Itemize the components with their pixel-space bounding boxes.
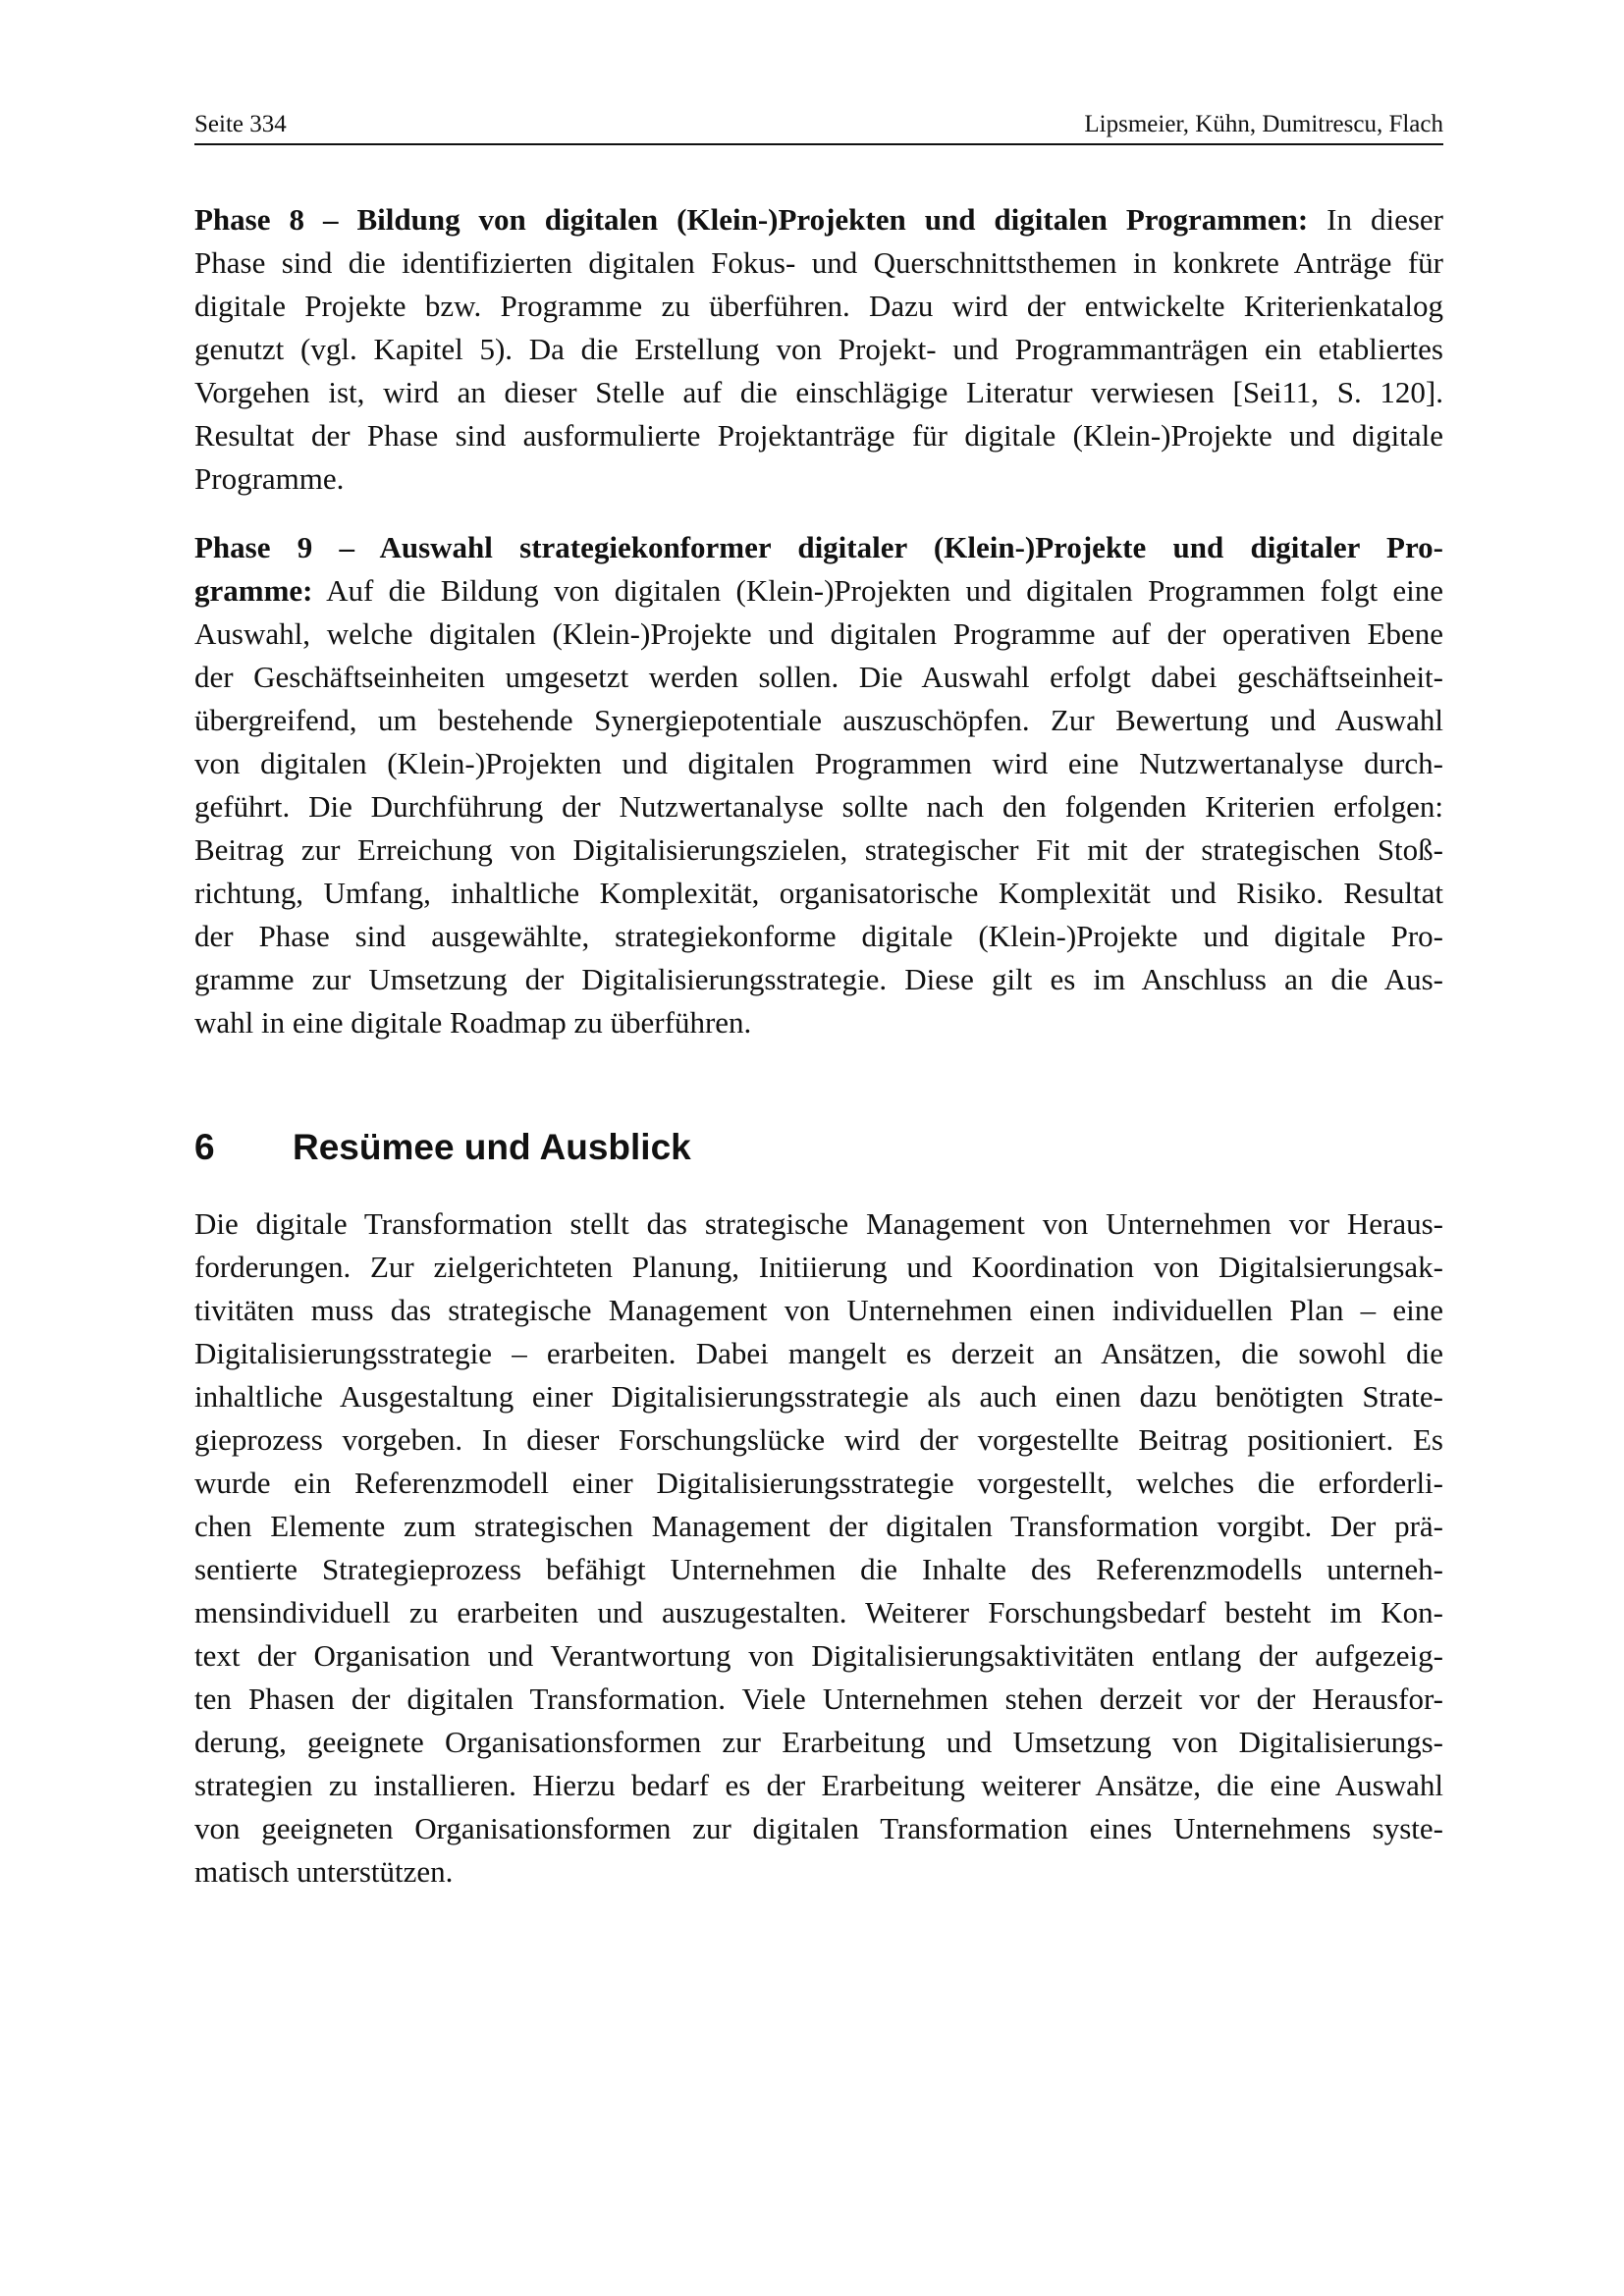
paragraph-line: tivitäten muss das strategische Management von Unternehmen einen individuellen Plan – eine [194,1293,1443,1327]
paragraph-line: Beitrag zur Erreichung von Digitalisierungszielen, strategischer Fit mit der strategischen Stoß- [194,832,1443,867]
paragraph-phase-9 [194,526,1443,1044]
paragraph-line: digitale Projekte bzw. Programme zu überführen. Dazu wird der entwickelte Kriterienkatalog [194,289,1443,323]
paragraph-line: von digitalen (Klein-)Projekten und digitalen Programmen wird eine Nutzwertanalyse durch- [194,746,1443,780]
page-number: Seite 334 [194,111,287,137]
paragraph-line: wurde ein Referenzmodell einer Digitalisierungsstrategie vorgestellt, welches die erforderli- [194,1466,1443,1500]
paragraph-line: der Geschäftseinheiten umgesetzt werden sollen. Die Auswahl erfolgt dabei geschäftseinheit- [194,660,1443,694]
paragraph-line: richtung, Umfang, inhaltliche Komplexität, organisatorische Komplexität und Risiko. Resultat [194,876,1443,910]
paragraph-line: forderungen. Zur zielgerichteten Planung, Initiierung und Koordination von Digitalsierungsak- [194,1250,1443,1284]
section-heading [194,1125,691,1170]
section-number: 6 [194,1127,215,1167]
paragraph-line: mensindividuell zu erarbeiten und auszugestalten. Weiterer Forschungsbedarf besteht im Kon- [194,1595,1443,1629]
paragraph-line: sentierte Strategieprozess befähigt Unternehmen die Inhalte des Referenzmodells unterneh- [194,1552,1443,1586]
paragraph-line: genutzt (vgl. Kapitel 5). Da die Erstellung von Projekt- und Programmanträgen ein etabliertes [194,332,1443,366]
paragraph-line: Resultat der Phase sind ausformulierte Projektanträge für digitale (Klein-)Projekte und digitale [194,418,1443,453]
paragraph-line: derung, geeignete Organisationsformen zur Erarbeitung und Umsetzung von Digitalisierungs- [194,1725,1443,1759]
paragraph-line: Vorgehen ist, wird an dieser Stelle auf die einschlägige Literatur verwiesen [Sei11, S. 120]. [194,375,1443,409]
paragraph-line: Phase 8 – Bildung von digitalen (Klein-)Projekten und digitalen Programmen: In dieser [194,202,1443,237]
paragraph-line: Die digitale Transformation stellt das strategische Management von Unternehmen vor Heraus- [194,1206,1443,1241]
paragraph-line: wahl in eine digitale Roadmap zu überführen. [194,1005,752,1040]
paragraph-line: strategien zu installieren. Hierzu bedarf es der Erarbeitung weiterer Ansätze, die eine Auswahl [194,1768,1443,1802]
section-title: Resümee und Ausblick [293,1127,691,1167]
paragraph-line: geführt. Die Durchführung der Nutzwertanalyse sollte nach den folgenden Kriterien erfolgen: [194,789,1443,824]
author-list: Lipsmeier, Kühn, Dumitrescu, Flach [1084,111,1443,137]
paragraph-line: chen Elemente zum strategischen Management der digitalen Transformation vorgibt. Der prä- [194,1509,1443,1543]
phase-8-title: Phase 8 – Bildung von digitalen (Klein-)Projekten und digitalen Programmen: [194,202,1309,237]
paragraph-line: gramme: Auf die Bildung von digitalen (Klein-)Projekten und digitalen Programmen folgt eine [194,573,1443,608]
paragraph-line: von geeigneten Organisationsformen zur digitalen Transformation eines Unternehmens syste- [194,1811,1443,1845]
paragraph-phase-8 [194,198,1443,501]
paragraph-summary [194,1202,1443,1894]
phase-9-title: Phase 9 – Auswahl strategiekonformer digitaler (Klein-)Projekte und digitaler Pro- [194,530,1443,564]
paragraph-line: inhaltliche Ausgestaltung einer Digitalisierungsstrategie als auch einen dazu benötigten Strate- [194,1379,1443,1414]
paragraph-line: Phase sind die identifizierten digitalen Fokus- und Querschnittsthemen in konkrete Anträge für [194,245,1443,280]
paragraph-line: Auswahl, welche digitalen (Klein-)Projekte und digitalen Programme auf der operativen Ebene [194,616,1443,651]
paragraph-line: ten Phasen der digitalen Transformation. Viele Unternehmen stehen derzeit vor der Herausfor- [194,1682,1443,1716]
phase-9-title-continued: gramme: [194,573,313,608]
paragraph-line: matisch unterstützen. [194,1854,454,1889]
paragraph-line: gramme zur Umsetzung der Digitalisierungsstrategie. Diese gilt es im Anschluss an die Aus- [194,962,1443,996]
paragraph-line: text der Organisation und Verantwortung von Digitalisierungsaktivitäten entlang der aufgezeig- [194,1638,1443,1673]
paragraph-line: übergreifend, um bestehende Synergiepotentiale auszuschöpfen. Zur Bewertung und Auswahl [194,703,1443,737]
paragraph-line: gieprozess vorgeben. In dieser Forschungslücke wird der vorgestellte Beitrag positioniert. Es [194,1422,1443,1457]
paragraph-line: Programme. [194,461,345,496]
paragraph-line: Digitalisierungsstrategie – erarbeiten. Dabei mangelt es derzeit an Ansätzen, die sowohl die [194,1336,1443,1370]
paragraph-line: der Phase sind ausgewählte, strategiekonforme digitale (Klein-)Projekte und digitale Pro- [194,919,1443,953]
running-header [194,110,1443,145]
